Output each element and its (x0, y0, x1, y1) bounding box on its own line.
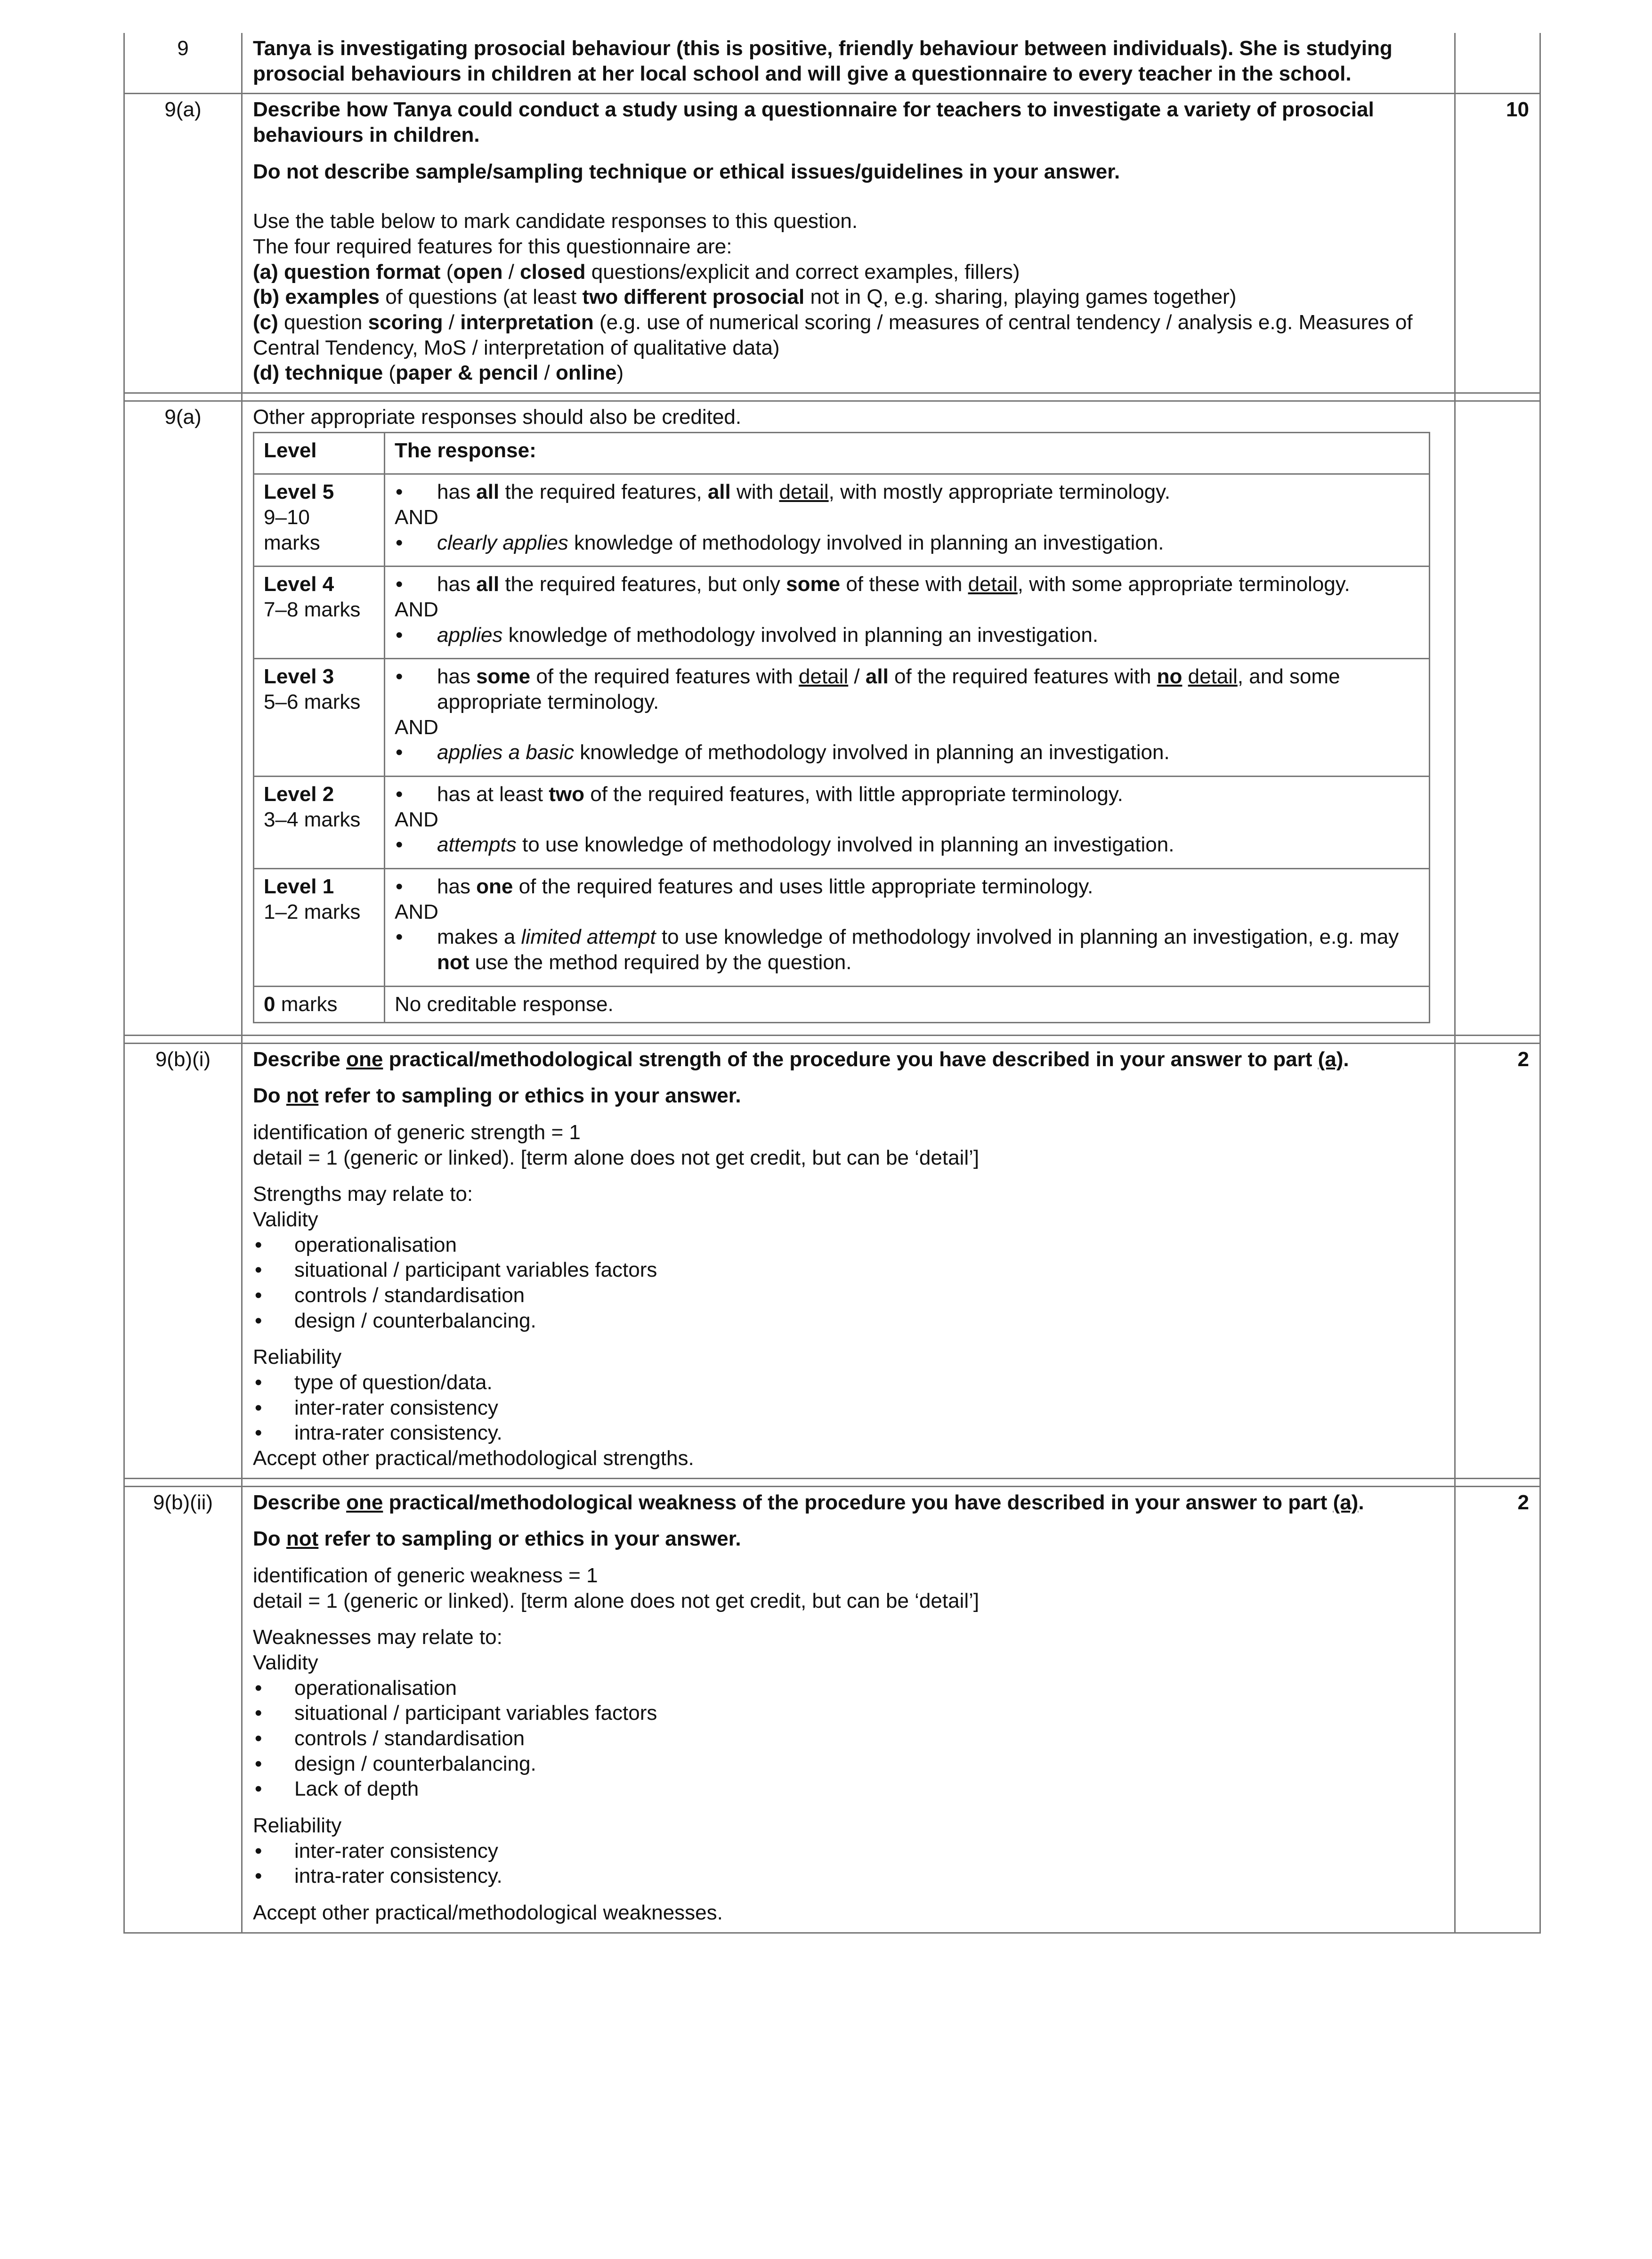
question-instruction: Do not describe sample/sampling technique or ethical issues/guidelines in your answer. (253, 160, 1120, 183)
list-item: • design / counterbalancing. (253, 1751, 1444, 1777)
list-item: • inter-rater consistency (253, 1395, 1444, 1421)
levels-table (253, 432, 1430, 1023)
credit-note: Other appropriate responses should also be credited. (253, 405, 742, 429)
list-item: • design / counterbalancing. (253, 1308, 1444, 1334)
marking-rule: identification of generic strength = 1 (253, 1120, 581, 1144)
list-item: • situational / participant variables factors (253, 1257, 1444, 1283)
mark-scheme-page (123, 33, 1541, 1934)
list-item: • Lack of depth (253, 1776, 1444, 1802)
question-number: 9(a) (125, 402, 243, 1034)
list-item: • controls / standardisation (253, 1283, 1444, 1308)
marks-cell (1456, 33, 1539, 93)
table-row-level-5: Level 5 9–10 marks • has all the required features, all with detail, with mostly appropriate terminology. AND • clearly applies knowledge of methodology involved in planning an investigation. (254, 474, 1430, 567)
weaknesses-heading: Weaknesses may relate to: (253, 1626, 502, 1649)
question-instruction: Do not refer to sampling or ethics in your answer. (253, 1527, 741, 1551)
question-instruction: Do not refer to sampling or ethics in your answer. (253, 1084, 741, 1108)
question-number: 9(b)(i) (125, 1044, 243, 1478)
question-number: 9 (125, 33, 243, 93)
list-item: • controls / standardisation (253, 1726, 1444, 1751)
validity-list (253, 1676, 1444, 1802)
table-row-level-1: Level 1 1–2 marks • has one of the required features and uses little appropriate terminology. AND • makes a limited attempt to use knowledge of methodology involved in planning an investigation, e.g. may not use the method required by the question. (254, 869, 1430, 987)
marking-rule-detail: detail = 1 (generic or linked). [term alone does not get credit, but can be ‘detail’] (253, 1589, 980, 1612)
validity-list (253, 1232, 1444, 1334)
question-9-block (123, 33, 1541, 93)
question-stem: Tanya is investigating prosocial behaviour (this is positive, friendly behaviour between individuals). She is studying prosocial behaviours in children at her local school and will give a questionnaire to every teacher in the school. (253, 37, 1393, 85)
accept-note: Accept other practical/methodological weaknesses. (253, 1901, 723, 1924)
question-number: 9(a) (125, 94, 243, 392)
list-item: • inter-rater consistency (253, 1838, 1444, 1864)
table-row-level-4: Level 4 7–8 marks • has all the required features, but only some of these with detail, with some appropriate terminology. AND • applies knowledge of methodology involved in planning an investigation. (254, 567, 1430, 659)
list-item: • operationalisation (253, 1676, 1444, 1701)
question-text: Describe how Tanya could conduct a study using a questionnaire for teachers to investigate a variety of prosocial behaviours in children. (253, 98, 1374, 147)
feature-a: (a) question format (open / closed questions/explicit and correct examples, fillers) (253, 260, 1020, 283)
validity-heading: Validity (253, 1207, 318, 1231)
table-row-level-0: 0 marks No creditable response. (254, 986, 1430, 1022)
question-9a-levels-block (123, 402, 1541, 1034)
table-row-level-3: Level 3 5–6 marks • has some of the required features with detail / all of the required features with no detail, and some appropriate terminology. AND • applies a basic knowledge of methodology involved in planning an investigation. (254, 659, 1430, 777)
question-number: 9(b)(ii) (125, 1487, 243, 1932)
marks-cell (1456, 402, 1539, 1034)
list-item: • type of question/data. (253, 1370, 1444, 1395)
question-9bi-block (123, 1044, 1541, 1478)
question-9bii-block (123, 1487, 1541, 1932)
table-header-row (254, 432, 1430, 474)
marking-rule-detail: detail = 1 (generic or linked). [term alone does not get credit, but can be ‘detail’] (253, 1146, 980, 1169)
feature-b: (b) examples of questions (at least two different prosocial not in Q, e.g. sharing, playing games together) (253, 285, 1237, 309)
feature-d: (d) technique (paper & pencil / online) (253, 361, 624, 385)
marking-rule: identification of generic weakness = 1 (253, 1563, 598, 1587)
reliability-heading: Reliability (253, 1345, 342, 1369)
question-text: Describe one practical/methodological strength of the procedure you have described in your answer to part (a). (253, 1047, 1349, 1071)
list-item: • operationalisation (253, 1232, 1444, 1258)
reliability-list (253, 1370, 1444, 1446)
marking-intro: Use the table below to mark candidate responses to this question. (253, 210, 858, 233)
reliability-list (253, 1838, 1444, 1889)
table-row-level-2: Level 2 3–4 marks • has at least two of the required features, with little appropriate terminology. AND • attempts to use knowledge of methodology involved in planning an investigation. (254, 777, 1430, 869)
list-item: • intra-rater consistency. (253, 1863, 1444, 1889)
question-text: Describe one practical/methodological weakness of the procedure you have described in your answer to part (a). (253, 1490, 1364, 1514)
marks-cell: 2 (1517, 1490, 1529, 1514)
validity-heading: Validity (253, 1651, 318, 1674)
list-item: • situational / participant variables factors (253, 1700, 1444, 1726)
strengths-heading: Strengths may relate to: (253, 1182, 473, 1206)
list-item: • intra-rater consistency. (253, 1420, 1444, 1446)
question-9a-block (123, 94, 1541, 392)
marks-cell: 2 (1517, 1047, 1529, 1071)
column-header-response: The response: (385, 432, 1430, 474)
accept-note: Accept other practical/methodological strengths. (253, 1446, 694, 1470)
reliability-heading: Reliability (253, 1814, 342, 1837)
column-header-level: Level (254, 432, 385, 474)
feature-c: (c) question scoring / interpretation (e.g. use of numerical scoring / measures of central tendency / analysis e.g. Measures of Central Tendency, MoS / interpretation of qualitative data) (253, 311, 1413, 359)
marks-cell: 10 (1506, 98, 1529, 121)
marking-intro-features: The four required features for this questionnaire are: (253, 235, 732, 259)
